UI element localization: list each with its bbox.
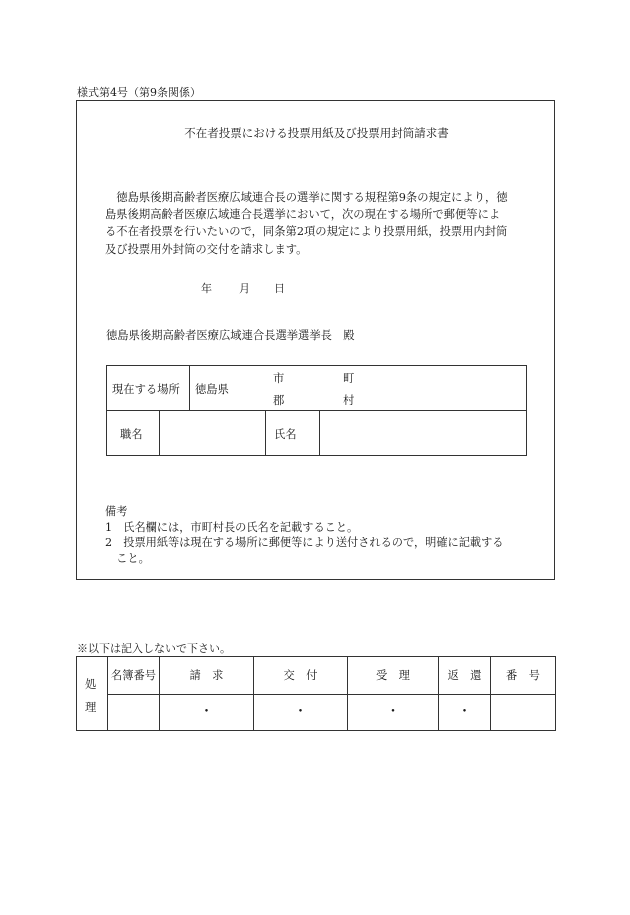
addressee: 徳島県後期高齢者医療広域連合長選挙選挙長 殿 (106, 329, 355, 342)
header-request: 請 求 (189, 669, 224, 682)
notes-heading: 備考 (105, 505, 128, 518)
note-item: 2 投票用紙等は現在する場所に郵便等により送付されるので，明確に記載する (105, 536, 504, 549)
date-day-label: 日 (274, 282, 285, 295)
location-label: 現在する場所 (112, 383, 180, 396)
processing-row-label: 理 (85, 701, 97, 714)
date-year-label: 年 (201, 282, 212, 295)
county-label: 郡 (273, 394, 285, 407)
office-use-notice: ※以下は記入しないで下さい。 (77, 642, 231, 655)
body-line: 徳島県後期高齢者医療広域連合長の選挙に関する規程第9条の規定により，徳 (105, 191, 508, 204)
header-return: 返 還 (447, 669, 482, 682)
notes-section (105, 504, 503, 566)
header-issue: 交 付 (283, 669, 318, 682)
table-divider (189, 366, 190, 410)
header-receipt: 受 理 (376, 669, 410, 682)
date-separator-dot: ・ (386, 704, 400, 720)
body-line: る不在者投票を行いたいので，同条第2項の規定により投票用紙，投票用内封筒 (105, 225, 508, 239)
date-month-label: 月 (239, 282, 250, 295)
date-separator-dot: ・ (457, 704, 472, 720)
name-field[interactable] (320, 411, 526, 455)
header-number: 番 号 (506, 669, 540, 682)
village-label: 村 (343, 394, 355, 407)
processing-table (76, 656, 556, 731)
request-form-frame (76, 100, 555, 580)
job-title-label: 職名 (120, 428, 143, 441)
name-label: 氏名 (274, 428, 297, 441)
header-register-number: 名簿番号 (110, 669, 157, 682)
city-label: 市 (273, 372, 285, 385)
prefecture-label: 徳島県 (195, 383, 229, 396)
body-line: 島県後期高齢者医療広域連合長選挙において，次の現在する場所で郵便等によ (105, 208, 501, 222)
body-line: 及び投票用外封筒の交付を請求します。 (105, 242, 308, 256)
location-name-table (106, 365, 527, 456)
table-divider (265, 410, 266, 455)
date-separator-dot: ・ (293, 704, 308, 720)
form-body-text (105, 189, 529, 258)
note-item: こと。 (105, 551, 150, 565)
form-title: 不在者投票における投票用紙及び投票用封筒請求書 (184, 126, 449, 140)
note-item: 1 氏名欄には，市町村長の氏名を記載すること。 (105, 520, 359, 534)
town-label: 町 (343, 372, 355, 385)
processing-row-label: 処 (85, 678, 97, 691)
form-number-label: 様式第4号（第9条関係） (77, 86, 201, 99)
date-separator-dot: ・ (199, 704, 214, 720)
job-title-field[interactable] (160, 411, 265, 455)
